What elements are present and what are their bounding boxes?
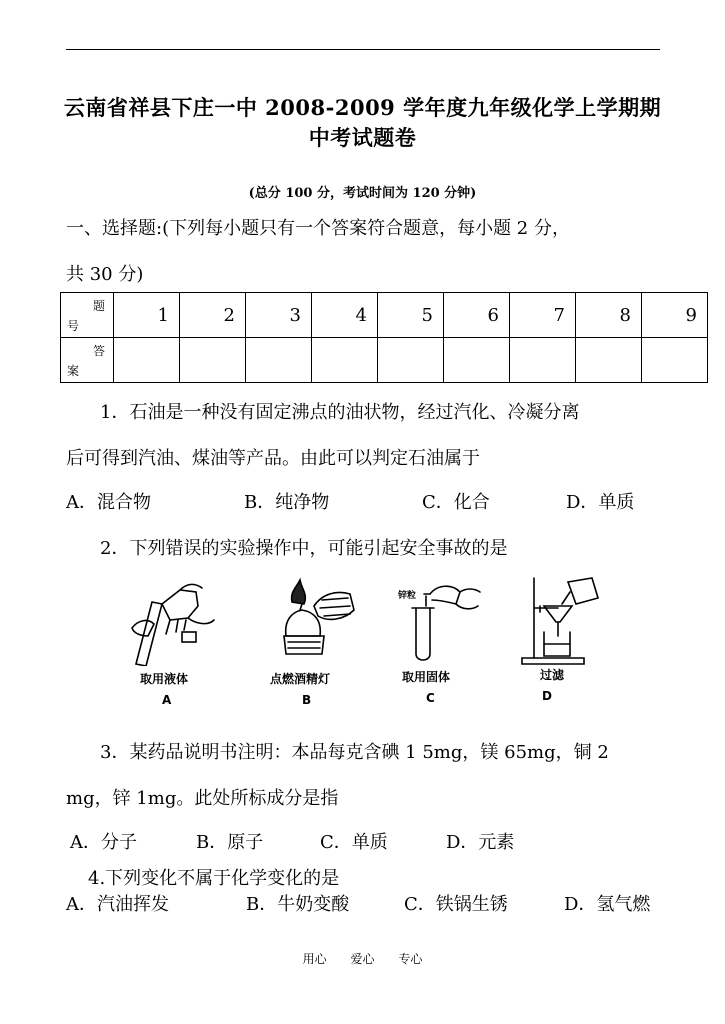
figure-b-caption: 点燃酒精灯 bbox=[270, 672, 331, 686]
answer-cell[interactable] bbox=[312, 338, 378, 383]
q3-option-a: A．分子 bbox=[70, 832, 137, 853]
q3-option-d: D．元素 bbox=[446, 832, 515, 853]
q1-option-c: C．化合 bbox=[422, 492, 490, 513]
answer-table-row-answers bbox=[61, 338, 708, 383]
figure-b-alcohol-lamp-illustration bbox=[262, 576, 362, 666]
q4-option-d: D．氢气燃 bbox=[564, 894, 651, 915]
row-label-top: 题 bbox=[92, 299, 105, 313]
figure-c-solid-test-tube-illustration bbox=[392, 580, 482, 666]
row-label-question-number bbox=[61, 293, 114, 338]
question-number-cell: 7 bbox=[510, 293, 576, 338]
figure-c-caption: 取用固体 bbox=[402, 670, 451, 684]
question-number-cell: 1 bbox=[114, 293, 180, 338]
answer-cell[interactable] bbox=[378, 338, 444, 383]
q1-option-d: D．单质 bbox=[566, 492, 635, 513]
answer-table bbox=[60, 292, 708, 383]
page-title-line1: 云南省祥县下庄一中 2008-2009 学年度九年级化学上学期期 bbox=[63, 95, 662, 120]
q4-option-a: A．汽油挥发 bbox=[66, 894, 169, 915]
answer-cell[interactable] bbox=[114, 338, 180, 383]
q4-option-c: C．铁锅生锈 bbox=[404, 894, 508, 915]
answer-table-row-numbers bbox=[61, 293, 708, 338]
figure-b-letter: B bbox=[302, 693, 312, 707]
q1-option-a: A．混合物 bbox=[66, 492, 151, 513]
exam-meta: (总分 100 分，考试时间为 120 分钟) bbox=[248, 186, 477, 201]
row-label-bottom: 案 bbox=[67, 364, 80, 378]
q1-stem-line1: 1．石油是一种没有固定沸点的油状物，经过汽化、冷凝分离 bbox=[100, 402, 580, 423]
q4-stem: 4.下列变化不属于化学变化的是 bbox=[88, 868, 340, 889]
answer-cell[interactable] bbox=[642, 338, 708, 383]
q3-stem-line1: 3．某药品说明书注明：本品每克含碘 1 5mg，镁 65mg，铜 2 bbox=[100, 742, 609, 763]
question-number-cell: 5 bbox=[378, 293, 444, 338]
section-heading-line2: 共 30 分) bbox=[66, 264, 144, 285]
q3-option-b: B．原子 bbox=[196, 832, 264, 853]
figure-d-filtration-illustration bbox=[514, 574, 614, 666]
page-footer bbox=[0, 950, 725, 967]
section-heading-line1: 一、选择题:(下列每小题只有一个答案符合题意，每小题 2 分， bbox=[66, 218, 570, 239]
figure-c-tag: 锌粒 bbox=[398, 591, 417, 601]
answer-cell[interactable] bbox=[444, 338, 510, 383]
question-number-cell: 2 bbox=[180, 293, 246, 338]
answer-cell[interactable] bbox=[576, 338, 642, 383]
figure-c-letter: C bbox=[426, 691, 435, 705]
question-number-cell: 6 bbox=[444, 293, 510, 338]
answer-cell[interactable] bbox=[246, 338, 312, 383]
figure-a-pour-liquid-illustration bbox=[118, 580, 218, 666]
row-label-answer bbox=[61, 338, 114, 383]
figure-d-letter: D bbox=[542, 689, 552, 703]
footer-word-2: 爱心 bbox=[350, 952, 375, 966]
question-number-cell: 8 bbox=[576, 293, 642, 338]
header-rule bbox=[66, 49, 660, 50]
q3-stem-line2: mg，锌 1mg。此处所标成分是指 bbox=[66, 788, 339, 809]
footer-word-3: 专心 bbox=[398, 952, 423, 966]
question-number-cell: 4 bbox=[312, 293, 378, 338]
answer-cell[interactable] bbox=[510, 338, 576, 383]
q4-option-b: B．牛奶变酸 bbox=[246, 894, 350, 915]
figure-a-caption: 取用液体 bbox=[140, 672, 189, 686]
answer-cell[interactable] bbox=[180, 338, 246, 383]
question-number-cell: 3 bbox=[246, 293, 312, 338]
q2-stem: 2．下列错误的实验操作中，可能引起安全事故的是 bbox=[100, 538, 508, 559]
figure-a-letter: A bbox=[162, 693, 172, 707]
q3-option-c: C．单质 bbox=[320, 832, 388, 853]
page-title-line2: 中考试题卷 bbox=[308, 125, 417, 150]
row-label-top: 答 bbox=[92, 344, 105, 358]
footer-word-1: 用心 bbox=[302, 952, 327, 966]
figure-d-caption: 过滤 bbox=[540, 668, 565, 682]
question-number-cell: 9 bbox=[642, 293, 708, 338]
q1-stem-line2: 后可得到汽油、煤油等产品。由此可以判定石油属于 bbox=[66, 448, 480, 469]
q1-option-b: B．纯净物 bbox=[244, 492, 330, 513]
row-label-bottom: 号 bbox=[67, 319, 80, 333]
